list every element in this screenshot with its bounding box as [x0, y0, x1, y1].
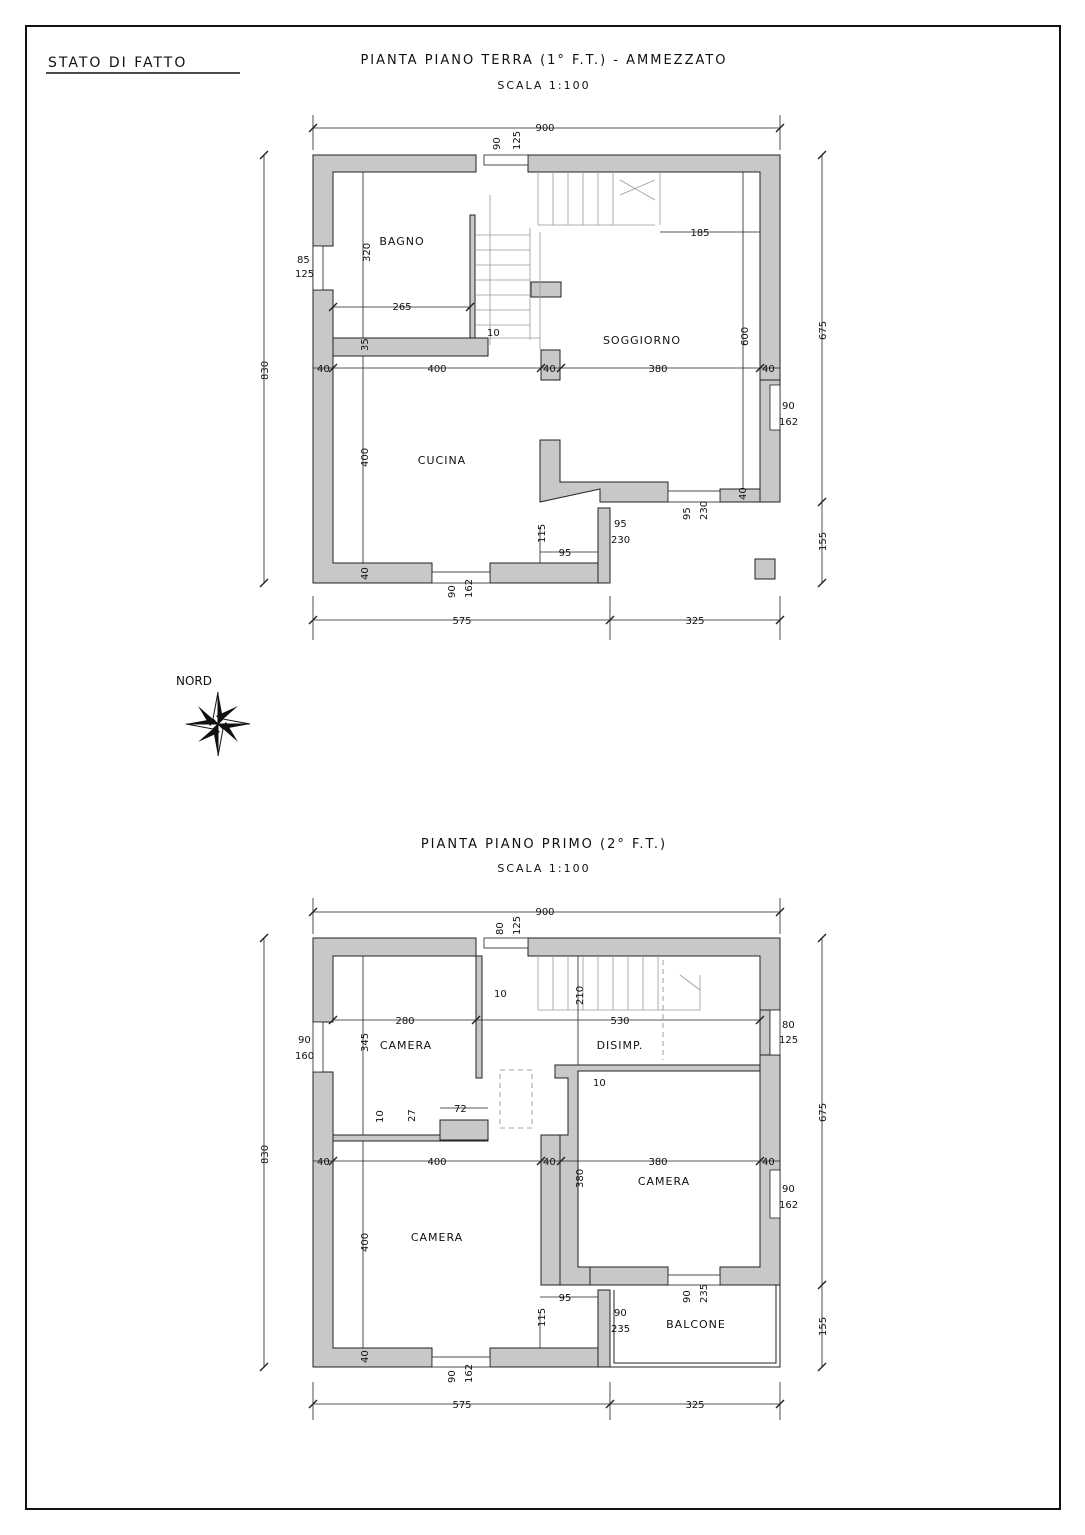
first-dim-v115: 115	[537, 1307, 548, 1327]
first-window-left	[313, 1022, 323, 1072]
ground-dim-bot-40-right: 40	[738, 487, 749, 500]
first-dim-door-a-235: 235	[611, 1324, 631, 1335]
first-dim-right-win-b: 125	[779, 1035, 799, 1046]
ground-dim-top-win-b: 125	[512, 130, 523, 150]
ground-dim-bot-40-left: 40	[360, 567, 371, 580]
first-dim-door-b-90: 90	[682, 1290, 693, 1303]
ground-dim-sogg-w: 380	[648, 364, 668, 375]
ground-window-top	[484, 155, 528, 165]
room-balcone: BALCONE	[666, 1318, 726, 1331]
first-dim-right-win2-a: 90	[782, 1184, 795, 1195]
ground-dim-bot-win-b: 162	[464, 578, 475, 598]
ground-dim-900: 900	[535, 123, 555, 134]
ground-dim-bot-325: 325	[685, 616, 705, 627]
room-soggiorno: SOGGIORNO	[602, 334, 682, 347]
first-dim-right-win-a: 80	[782, 1020, 795, 1031]
first-dim-280: 280	[395, 1016, 415, 1027]
first-dim-top-win-a: 80	[495, 922, 506, 935]
first-dim-right-win2-b: 162	[779, 1200, 799, 1211]
ground-floor-plan	[260, 115, 829, 640]
ground-south-wall	[540, 440, 668, 502]
ground-mid-wall	[333, 338, 488, 356]
ground-dim-right-win-a: 90	[782, 401, 795, 412]
first-dim-right-155: 155	[818, 1316, 829, 1336]
first-dim-10-mid: 10	[593, 1078, 606, 1089]
sheet-frame	[26, 26, 1060, 1509]
ground-dim-bagno-h: 320	[362, 242, 373, 262]
first-dim-left-win-b: 160	[295, 1051, 315, 1062]
first-dim-right-675: 675	[818, 1102, 829, 1122]
first-dim-530: 530	[610, 1016, 630, 1027]
ground-plan-title: PIANTA PIANO TERRA (1° F.T.) - AMMEZZATO	[360, 53, 728, 68]
room-disimp: DISIMP.	[596, 1039, 644, 1052]
ground-window-south	[668, 491, 720, 502]
first-window-bottom	[432, 1357, 490, 1367]
ground-dim-door-b-230: 230	[699, 500, 710, 520]
ground-dim-left-830: 830	[260, 360, 271, 380]
first-dim-door-b-235: 235	[699, 1283, 710, 1303]
first-dim-bot-win-b: 162	[464, 1363, 475, 1383]
first-dim-10-left: 10	[375, 1110, 386, 1123]
ground-dim-wall-10: 10	[487, 328, 500, 339]
first-dim-bot-575: 575	[452, 1400, 472, 1411]
ground-dim-v35: 35	[360, 338, 371, 351]
compass-label: NORD	[176, 674, 212, 688]
first-floor-plan	[260, 898, 829, 1420]
first-dim-w40-mid: 40	[543, 1157, 556, 1168]
stato-di-fatto-label: STATO DI FATTO	[48, 55, 188, 71]
first-dim-27: 27	[407, 1109, 418, 1122]
ground-dim-right-675: 675	[818, 320, 829, 340]
ground-dim-bagno-w: 265	[392, 302, 412, 313]
ground-dim-door-b-95: 95	[682, 507, 693, 520]
first-dim-stair-210: 210	[575, 985, 586, 1005]
first-balcony-wall	[590, 1267, 668, 1285]
ground-dim-left-win-b: 125	[295, 269, 315, 280]
first-dim-72: 72	[454, 1104, 467, 1115]
ground-dim-sogg-h: 600	[740, 326, 751, 346]
first-plan-scale: SCALA 1:100	[497, 862, 591, 875]
first-dim-w40-left: 40	[317, 1157, 330, 1168]
ground-stairs	[476, 172, 660, 350]
ground-window-left	[313, 246, 323, 290]
first-dim-cam-w-400: 400	[427, 1157, 447, 1168]
first-dim-cam-h-400: 400	[360, 1232, 371, 1252]
ground-stair-block	[531, 282, 561, 297]
first-entry-wall	[598, 1290, 610, 1367]
first-right-lower-wall	[760, 1010, 770, 1055]
ground-dim-door-a-230: 230	[611, 535, 631, 546]
room-camera-c: CAMERA	[410, 1231, 464, 1244]
first-dim-900: 900	[535, 907, 555, 918]
first-dim-top-win-b: 125	[512, 915, 523, 935]
first-dim-left-win-a: 90	[298, 1035, 311, 1046]
first-dim-bot-40-left: 40	[360, 1350, 371, 1363]
ground-dim-v115: 115	[537, 523, 548, 543]
first-window-top	[484, 938, 528, 948]
first-dim-left-830: 830	[260, 1144, 271, 1164]
ground-dim-right-155: 155	[818, 531, 829, 551]
room-camera-a: CAMERA	[379, 1039, 433, 1052]
first-stairs	[538, 956, 700, 1010]
first-dim-cam-h-380: 380	[575, 1168, 586, 1188]
first-closet-wall	[440, 1120, 488, 1140]
first-dim-bot-325: 325	[685, 1400, 705, 1411]
ground-dim-door-a-95: 95	[614, 519, 627, 530]
ground-dim-w40-left: 40	[317, 364, 330, 375]
first-dim-wall-10-top: 10	[494, 989, 507, 1000]
ground-entry-wall	[598, 508, 610, 583]
ground-dim-w40-right: 40	[762, 364, 775, 375]
ground-dim-left-win-a: 85	[297, 255, 310, 266]
ground-dim-w40-mid: 40	[543, 364, 556, 375]
room-cucina: CUCINA	[417, 454, 467, 467]
first-dim-cam-w-380: 380	[648, 1157, 668, 1168]
ground-dim-top-win-a: 90	[492, 137, 503, 150]
ground-dim-right-win-b: 162	[779, 417, 799, 428]
first-dim-bot-win-a: 90	[447, 1370, 458, 1383]
ground-chimney	[755, 559, 775, 579]
first-dim-cam-h-345: 345	[360, 1032, 371, 1052]
ground-dim-cucina-w: 400	[427, 364, 447, 375]
ground-window-bottom	[432, 572, 490, 583]
first-window-right-upper	[770, 1010, 780, 1055]
room-camera-b: CAMERA	[637, 1175, 691, 1188]
ground-dim-bot-win-a: 90	[447, 585, 458, 598]
ground-plan-scale: SCALA 1:100	[497, 79, 591, 92]
first-dim-w40-right: 40	[762, 1157, 775, 1168]
ground-bagno-partition	[470, 215, 475, 338]
ground-dim-bot-575: 575	[452, 616, 472, 627]
north-arrow-icon	[186, 692, 250, 756]
first-plan-title: PIANTA PIANO PRIMO (2° F.T.)	[420, 837, 668, 852]
ground-dim-cucina-h: 400	[360, 447, 371, 467]
first-dim-door-a-90: 90	[614, 1308, 627, 1319]
ground-dim-stair-185: 185	[690, 228, 710, 239]
ground-dim-h95: 95	[558, 548, 572, 559]
first-skylight-dashed	[500, 1070, 532, 1128]
first-dim-h95: 95	[558, 1293, 572, 1304]
room-bagno: BAGNO	[379, 235, 425, 248]
first-window-south	[668, 1275, 720, 1285]
